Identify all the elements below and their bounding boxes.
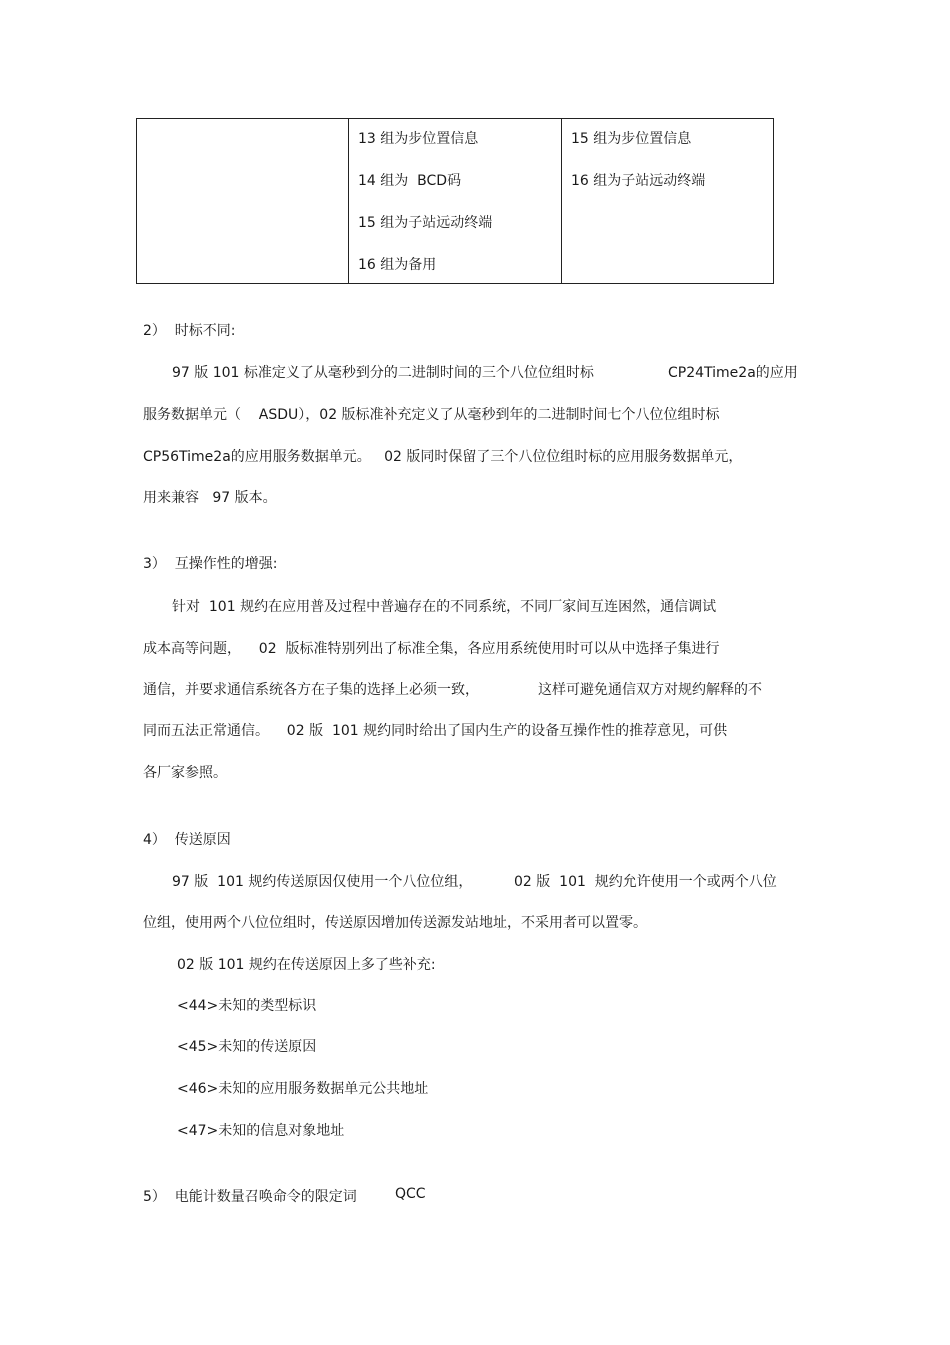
paragraph-line: 这样可避免通信双方对规约解释的不 [538,682,762,698]
paragraph-line: 97 版 101 标准定义了从毫秒到分的二进制时间的三个八位位组时标 [172,365,594,381]
paragraph-line: 02 版 101 规约在传送原因上多了些补充: [177,957,436,973]
paragraph-line: 97 版 101 规约传送原因仅使用一个八位位组， [172,874,473,890]
table-column-1 [137,119,349,283]
paragraph-line: 成本高等问题， 02 版标准特别列出了标准全集，各应用系统使用时可以从中选择子集进行 [143,641,720,657]
paragraph-line: 针对 101 规约在应用普及过程中普遍存在的不同系统，不同厂家间互连困然，通信调试 [172,599,717,615]
continuation-table [136,118,774,284]
table-cell-line: 15 组为子站远动终端 [358,215,493,231]
table-cell-line: 14 组为 BCD码 [358,173,462,189]
paragraph-line: 用来兼容 97 版本。 [143,490,277,506]
paragraph-line: 通信，并要求通信系统各方在子集的选择上必须一致， [143,682,479,698]
list-item: <47>未知的信息对象地址 [177,1123,345,1139]
table-column-3 [562,119,773,283]
paragraph-line: 位组，使用两个八位位组时，传送原因增加传送源发站地址，不采用者可以置零。 [143,915,647,931]
section-heading-5: 5） 电能计数量召唤命令的限定词 [143,1189,357,1205]
section-heading-4: 4） 传送原因 [143,832,231,848]
table-cell-line: 13 组为步位置信息 [358,131,479,147]
paragraph-line: 各厂家参照。 [143,765,227,781]
list-item: <45>未知的传送原因 [177,1039,317,1055]
table-cell-line: 16 组为子站远动终端 [571,173,706,189]
qcc-term: QCC [395,1186,426,1202]
list-item: <46>未知的应用服务数据单元公共地址 [177,1081,429,1097]
table-cell-line: 15 组为步位置信息 [571,131,692,147]
section-heading-2: 2） 时标不同: [143,323,236,339]
table-column-2 [349,119,562,283]
paragraph-line: 服务数据单元（ ASDU），02 版标准补充定义了从毫秒到年的二进制时间七个八位位组时标 [143,407,720,423]
paragraph-line: 02 版 101 规约允许使用一个或两个八位 [514,874,777,890]
list-item: <44>未知的类型标识 [177,998,317,1014]
paragraph-line: CP56Time2a的应用服务数据单元。 02 版同时保留了三个八位位组时标的应用服务数据单元， [143,449,743,465]
section-heading-3: 3） 互操作性的增强: [143,556,278,572]
paragraph-line: 同而五法正常通信。 02 版 101 规约同时给出了国内生产的设备互操作性的推荐意见，可供 [143,723,728,739]
table-cell-line: 16 组为备用 [358,257,437,273]
paragraph-line: CP24Time2a的应用 [668,365,798,381]
